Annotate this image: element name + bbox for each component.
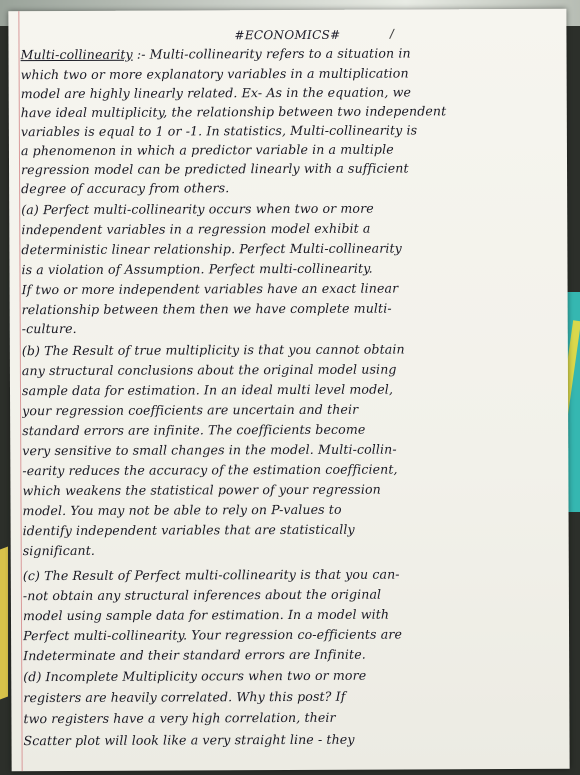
section-b-line: any structural conclusions about the original model using — [21, 361, 397, 379]
section-c-line: (c) The Result of Perfect multi-collinearity is that you can- — [22, 566, 400, 584]
section-a-line: -culture. — [21, 320, 77, 337]
section-a-line: relationship between them then we have complete multi- — [21, 300, 392, 318]
definition-line: model are highly linearly related. Ex- As in the equation, we — [20, 84, 412, 102]
section-b-line: very sensitive to small changes in the model. Multi-collin- — [22, 441, 397, 459]
definition-line: regression model can be predicted linearly with a sufficient — [21, 160, 409, 178]
section-a-line: is a violation of Assumption. Perfect multi-collinearity. — [21, 260, 373, 278]
definition-line: Multi-collinearity :- Multi-collinearity refers to a situation in — [20, 45, 411, 63]
definition-line: degree of accuracy from others. — [21, 180, 230, 197]
section-b-line: significant. — [22, 542, 96, 559]
section-a-line: deterministic linear relationship. Perfect Multi-collinearity — [21, 240, 402, 258]
section-b-line: sample data for estimation. In an ideal multi level model, — [21, 381, 394, 399]
notebook-page — [8, 9, 569, 771]
section-b-line: which weakens the statistical power of your regression — [22, 481, 381, 499]
section-a-line: independent variables in a regression model exhibit a — [21, 220, 371, 238]
section-a-line: If two or more independent variables have an exact linear — [21, 280, 399, 298]
definition-term: Multi-collinearity — [20, 46, 133, 63]
definition-line: have ideal multiplicity, the relationship between two independent — [20, 103, 447, 121]
definition-line: variables is equal to 1 or -1. In statistics, Multi-collinearity is — [20, 122, 418, 140]
section-b-line: your regression coefficients are uncertain and their — [22, 401, 359, 419]
section-a-line: (a) Perfect multi-collinearity occurs when two or more — [21, 200, 374, 218]
section-b-line: standard errors are infinite. The coefficients become — [22, 421, 366, 439]
section-b-line: identify independent variables that are statistically — [22, 521, 355, 539]
definition-line: a phenomenon in which a predictor variable in a multiple — [20, 141, 394, 159]
section-c-line: -not obtain any structural inferences about the original — [22, 586, 382, 604]
section-c-line: model using sample data for estimation. In a model with — [22, 606, 390, 624]
corner-mark: / — [388, 26, 396, 41]
section-c-line: Indeterminate and their standard errors are Infinite. — [23, 646, 366, 664]
definition-line: which two or more explanatory variables in a multiplication — [20, 65, 409, 83]
cable-yellow — [0, 547, 8, 700]
section-d-line: Scatter plot will look like a very straight line - they — [23, 731, 355, 749]
section-b-line: -earity reduces the accuracy of the estimation coefficient, — [22, 461, 398, 479]
section-d-line: (d) Incomplete Multiplicity occurs when two or more — [23, 667, 367, 685]
section-b-line: (b) The Result of true multiplicity is that you cannot obtain — [21, 341, 405, 359]
section-d-line: two registers have a very high correlation, their — [23, 709, 336, 727]
section-b-line: model. You may not be able to rely on P-values to — [22, 501, 342, 519]
section-c-line: Perfect multi-collinearity. Your regression co-efficients are — [23, 626, 403, 644]
page-heading: #ECONOMICS# — [234, 27, 341, 43]
section-d-line: registers are heavily correlated. Why this post? If — [23, 688, 346, 706]
